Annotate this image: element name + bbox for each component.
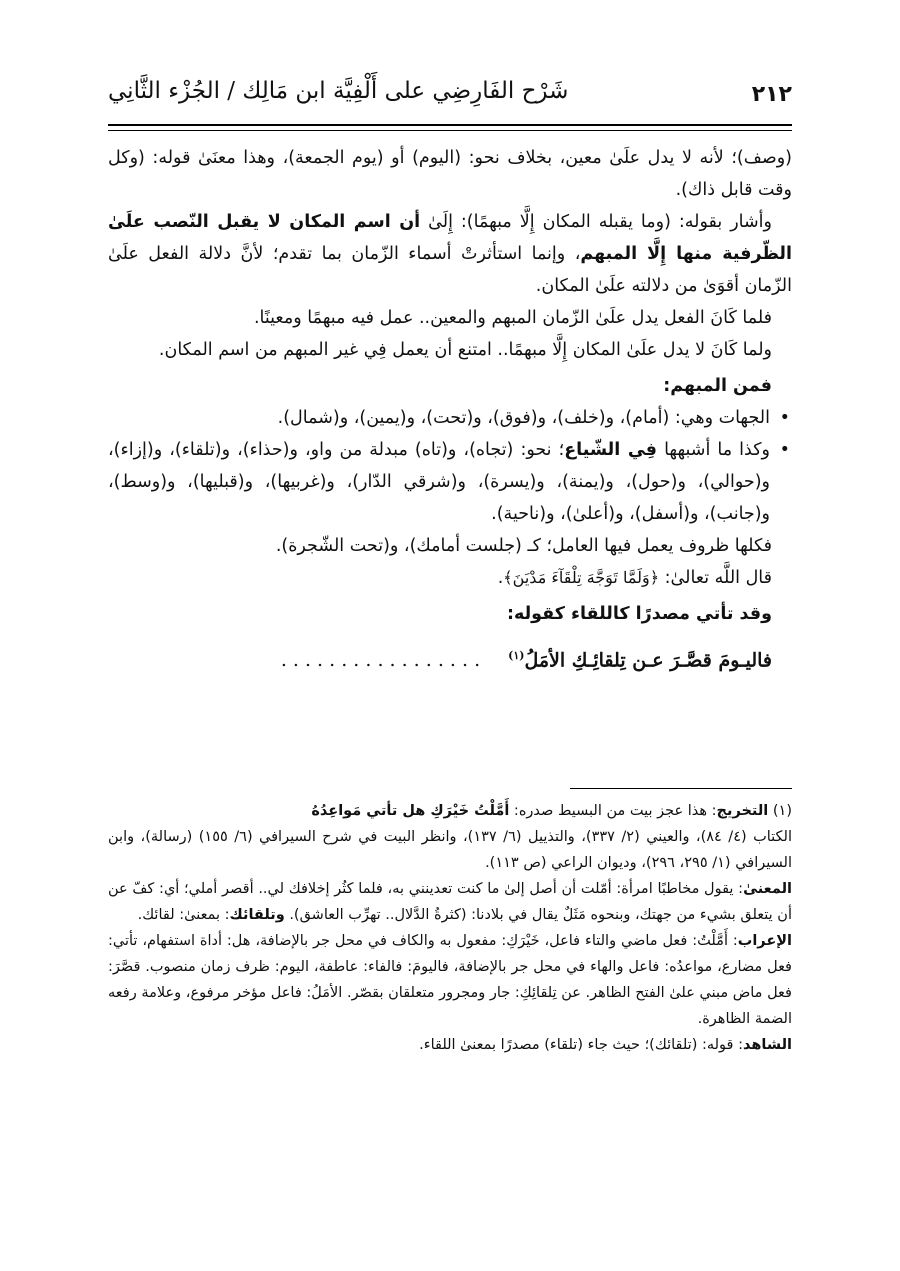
running-title: شَرْح الفَارِضِي على أَلْفِيَّة ابن مَالِك / الجُزْء الثَّانِي bbox=[108, 78, 569, 104]
footnote-line: المعنىٰ: يقول مخاطبًا امرأة: أمّلت أن أصل إلىٰ ما كنت تعدينني به، فلما كثُر إخلافك لي.. أقصر أملي؛ أي: كفّ عن أن يتعلق بشيء من جهتك، وبنحوه مَثَلٌ يقال في بلادنا: (كثرةُ الدَّلال.. تهرِّب العاشق). وتلقائك: بمعنىٰ: لقائك. bbox=[108, 881, 792, 923]
section-heading: فمن المبهم: bbox=[663, 376, 772, 396]
book-page bbox=[108, 72, 792, 1242]
footnote-line: الإعراب: أَمَّلْتُ: فعل ماضي والتاء فاعل، خَيْرَكِ: مفعول به والكاف في محل جر بالإضافة، هل: أداة استفهام، تأتي: فعل مضارع، مواعدُه: فاعل والهاء في محل جر بالإضافة، فاليومَ: فالفاء: عاطفة، اليوم: ظرف زمان منصوب. قصَّرَ: فعل ماض مبني علىٰ الفتح الظاهر. عن تِلقائِكِ: جار ومجرور متعلقان بقصّر. الأمَلُ: فاعل مؤخر مرفوع، وعلامة رفعه الضمة الظاهرة. bbox=[108, 933, 792, 1027]
section-heading: وقد تأتي مصدرًا كاللقاء كقوله: bbox=[507, 604, 772, 624]
paragraph: فلما كَانَ الفعل يدل علَىٰ الزّمان المبهم والمعين.. عمل فيه مبهمًا ومعينًا. bbox=[253, 308, 772, 328]
main-text bbox=[108, 142, 792, 676]
footnote-line: الكتاب (٤/ ٨٤)، والعيني (٢/ ٣٣٧)، والتذييل (٦/ ١٣٧)، وانظر البيت في شرح السيرافي (٦/ ١٥٥) (رسالة)، وابن السيرافي (١/ ٢٩٥، ٢٩٦)، وديوان الراعي (ص ١١٣). bbox=[108, 829, 792, 871]
footnotes bbox=[108, 798, 792, 1058]
verse-text: فاليـومَ قصَّـرَ عـن تِلقائِـكِ الأمَلُ bbox=[524, 649, 772, 672]
bullet-list bbox=[108, 402, 792, 530]
paragraph: وأشار بقوله: (وما يقبله المكان إِلَّا مبهمًا): إِلَىٰ أن اسم المكان لا يقبل النّصب علَىٰ الظّرفية منها إِلَّا المبهم، وإنما استأثرتْ أسماء الزّمان بما تقدم؛ لأنَّ دلالة الفعل علَىٰ الزّمان أقوَىٰ من دلالته علَىٰ المكان. bbox=[108, 212, 792, 296]
paragraph: ولما كَانَ لا يدل علَىٰ المكان إِلَّا مبهمًا.. امتنع أن يعمل فِي غير المبهم من اسم المكان. bbox=[158, 340, 772, 360]
paragraph: فكلها ظروف يعمل فيها العامل؛ كـ (جلست أمامك)، و(تحت الشّجرة). bbox=[275, 536, 772, 556]
footnote-marker: (١) bbox=[508, 649, 525, 662]
page-number: ٢١٢ bbox=[751, 82, 792, 107]
header-rule-thin bbox=[108, 130, 792, 131]
list-item: • وكذا ما أشبهها فِي الشّياع؛ نحو: (تجاه)، و(تاه) مبدلة من واو، و(حذاء)، و(تلقاء)، و(إزاء)، و(حوالي)، و(حول)، و(يمنة)، و(يسرة)، و(شرقي الدّار)، و(غربيها)، و(قبليها)، و(وسط)، و(جانب)، و(أسفل)، و(أعلىٰ)، و(ناحية). bbox=[108, 434, 770, 530]
footnote-separator bbox=[570, 788, 792, 789]
verse-dots: . . . . . . . . . . . . . . . . . bbox=[280, 649, 481, 672]
page-header bbox=[108, 72, 792, 118]
paragraph: (وصف)؛ لأنه لا يدل علَىٰ معين، بخلاف نحو: (اليوم) أو (يوم الجمعة)، وهذا معنَىٰ قوله: (وكل وقت قابل ذاك). bbox=[108, 148, 792, 200]
list-item: • الجهات وهي: (أمام)، و(خلف)، و(فوق)، و(تحت)، و(يمين)، و(شمال). bbox=[108, 402, 770, 434]
footnote-line: الشاهد: قوله: (تلقائك)؛ حيث جاء (تلقاء) مصدرًا بمعنىٰ اللقاء. bbox=[419, 1037, 792, 1053]
poetry-verse bbox=[108, 640, 792, 676]
header-rule bbox=[108, 124, 792, 126]
quran-quote: ﴿وَلَمَّا تَوَجَّهَ تِلْقَآءَ مَدْيَنَ﴾ bbox=[503, 568, 660, 587]
footnote: (١) التخريج: هذا عجز بيت من البسيط صدره: أَمَّلْتُ خَيْرَكِ هل تأتي مَواعِدُهُ bbox=[311, 803, 792, 819]
paragraph: قال اللَّه تعالىٰ: ﴿وَلَمَّا تَوَجَّهَ تِلْقَآءَ مَدْيَنَ﴾. bbox=[497, 568, 772, 588]
